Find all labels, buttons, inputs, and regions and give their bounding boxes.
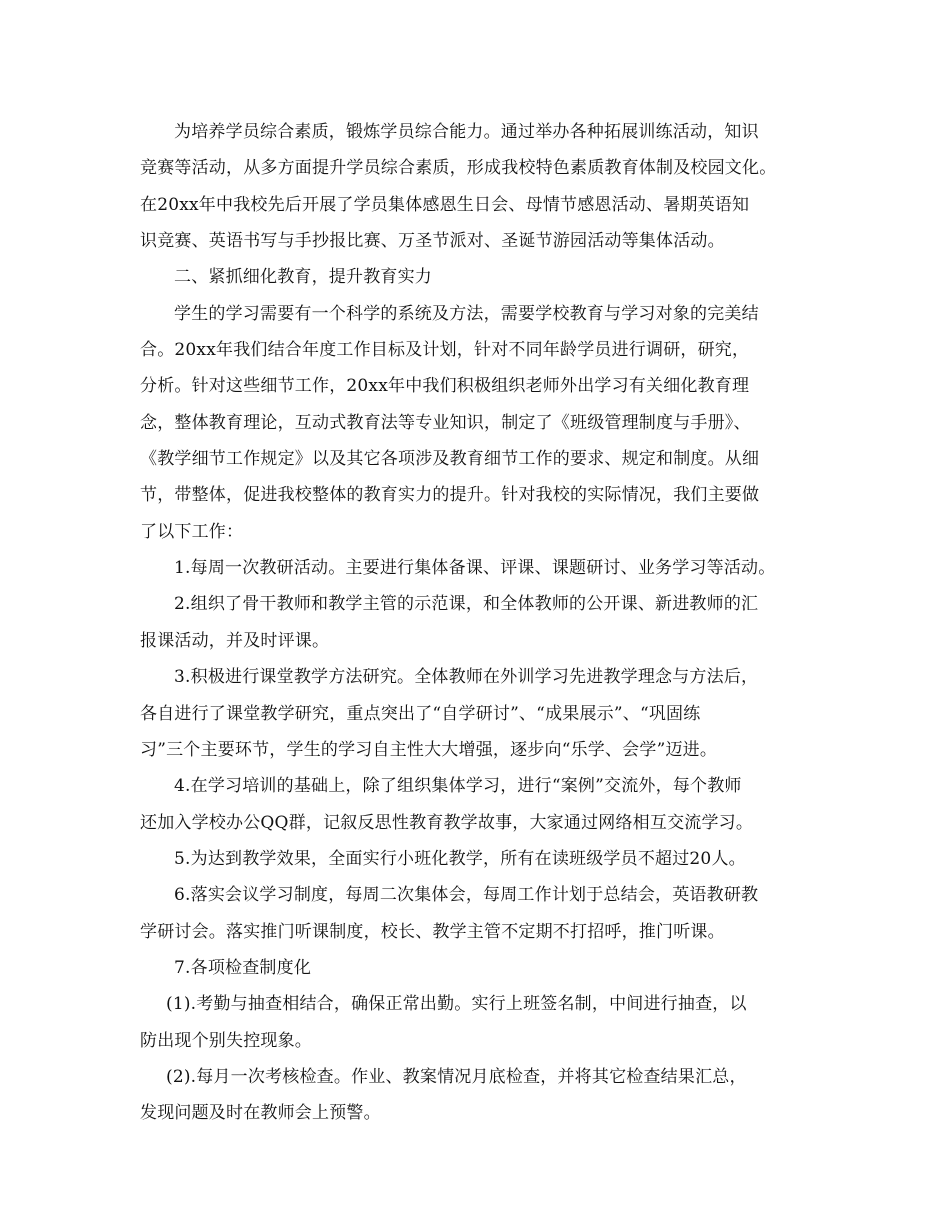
document-body [140, 114, 830, 1132]
text-line: 合。20xx年我们结合年度工作目标及计划，针对不同年龄学员进行调研，研究， [140, 340, 750, 361]
text-line: 报课活动，并及时评课。 [140, 630, 330, 651]
text-line: (1).考勤与抽查相结合，确保正常出勤。实行上班签名制，中间进行抽查，以 [166, 994, 747, 1015]
text-line: 防出现个别失控现象。 [140, 1030, 312, 1051]
text-line: 分析。针对这些细节工作，20xx年中我们积极组织老师外出学习有关细化教育理 [140, 376, 750, 397]
text-line: 学研讨会。落实推门听课制度，校长、教学主管不定期不打招呼，推门听课。 [140, 921, 725, 942]
text-line: 6.落实会议学习制度，每周二次集体会，每周工作计划于总结会，英语教研教 [174, 885, 759, 906]
text-line: 在20xx年中我校先后开展了学员集体感恩生日会、母情节感恩活动、暑期英语知 [140, 194, 750, 215]
text-line: 2.组织了骨干教师和教学主管的示范课，和全体教师的公开课、新进教师的汇 [174, 594, 759, 615]
text-line: 了以下工作： [140, 521, 244, 542]
text-line: 发现问题及时在教师会上预警。 [140, 1103, 381, 1124]
text-line: (2).每月一次考核检查。作业、教案情况月底检查，并将其它检查结果汇总， [166, 1066, 747, 1087]
text-line: 学生的学习需要有一个科学的系统及方法，需要学校教育与学习对象的完美结 [174, 303, 759, 324]
text-line: 还加入学校办公QQ群，记叙反思性教育教学故事，大家通过网络相互交流学习。 [140, 812, 754, 833]
text-line: 《教学细节工作规定》以及其它各项涉及教育细节工作的要求、规定和制度。从细 [140, 449, 760, 470]
text-line: 1.每周一次教研活动。主要进行集体备课、评课、课题研讨、业务学习等活动。 [174, 558, 776, 579]
text-line: 习”三个主要环节，学生的学习自主性大大增强，逐步向“乐学、会学”迈进。 [140, 739, 718, 760]
text-line: 识竞赛、英语书写与手抄报比赛、万圣节派对、圣诞节游园活动等集体活动。 [140, 231, 725, 252]
text-line: 二、紧抓细化教育，提升教育实力 [174, 267, 432, 288]
text-line: 4.在学习培训的基础上，除了组织集体学习，进行“案例”交流外，每个教师 [174, 776, 742, 797]
text-line: 3.积极进行课堂教学方法研究。全体教师在外训学习先进教学理念与方法后， [174, 667, 759, 688]
text-line: 节，带整体，促进我校整体的教育实力的提升。针对我校的实际情况，我们主要做 [140, 485, 760, 506]
text-line: 为培养学员综合素质，锻炼学员综合能力。通过举办各种拓展训练活动，知识 [174, 122, 759, 142]
text-line: 竞赛等活动，从多方面提升学员综合素质，形成我校特色素质教育体制及校园文化。 [140, 158, 777, 179]
text-line: 7.各项检查制度化 [174, 957, 312, 978]
text-line: 5.为达到教学效果，全面实行小班化教学，所有在读班级学员不超过20人。 [174, 848, 746, 869]
text-line: 各自进行了课堂教学研究，重点突出了“自学研讨”、“成果展示”、“巩固练 [140, 703, 701, 724]
text-line: 念，整体教育理论，互动式教育法等专业知识，制定了《班级管理制度与手册》、 [140, 412, 751, 433]
